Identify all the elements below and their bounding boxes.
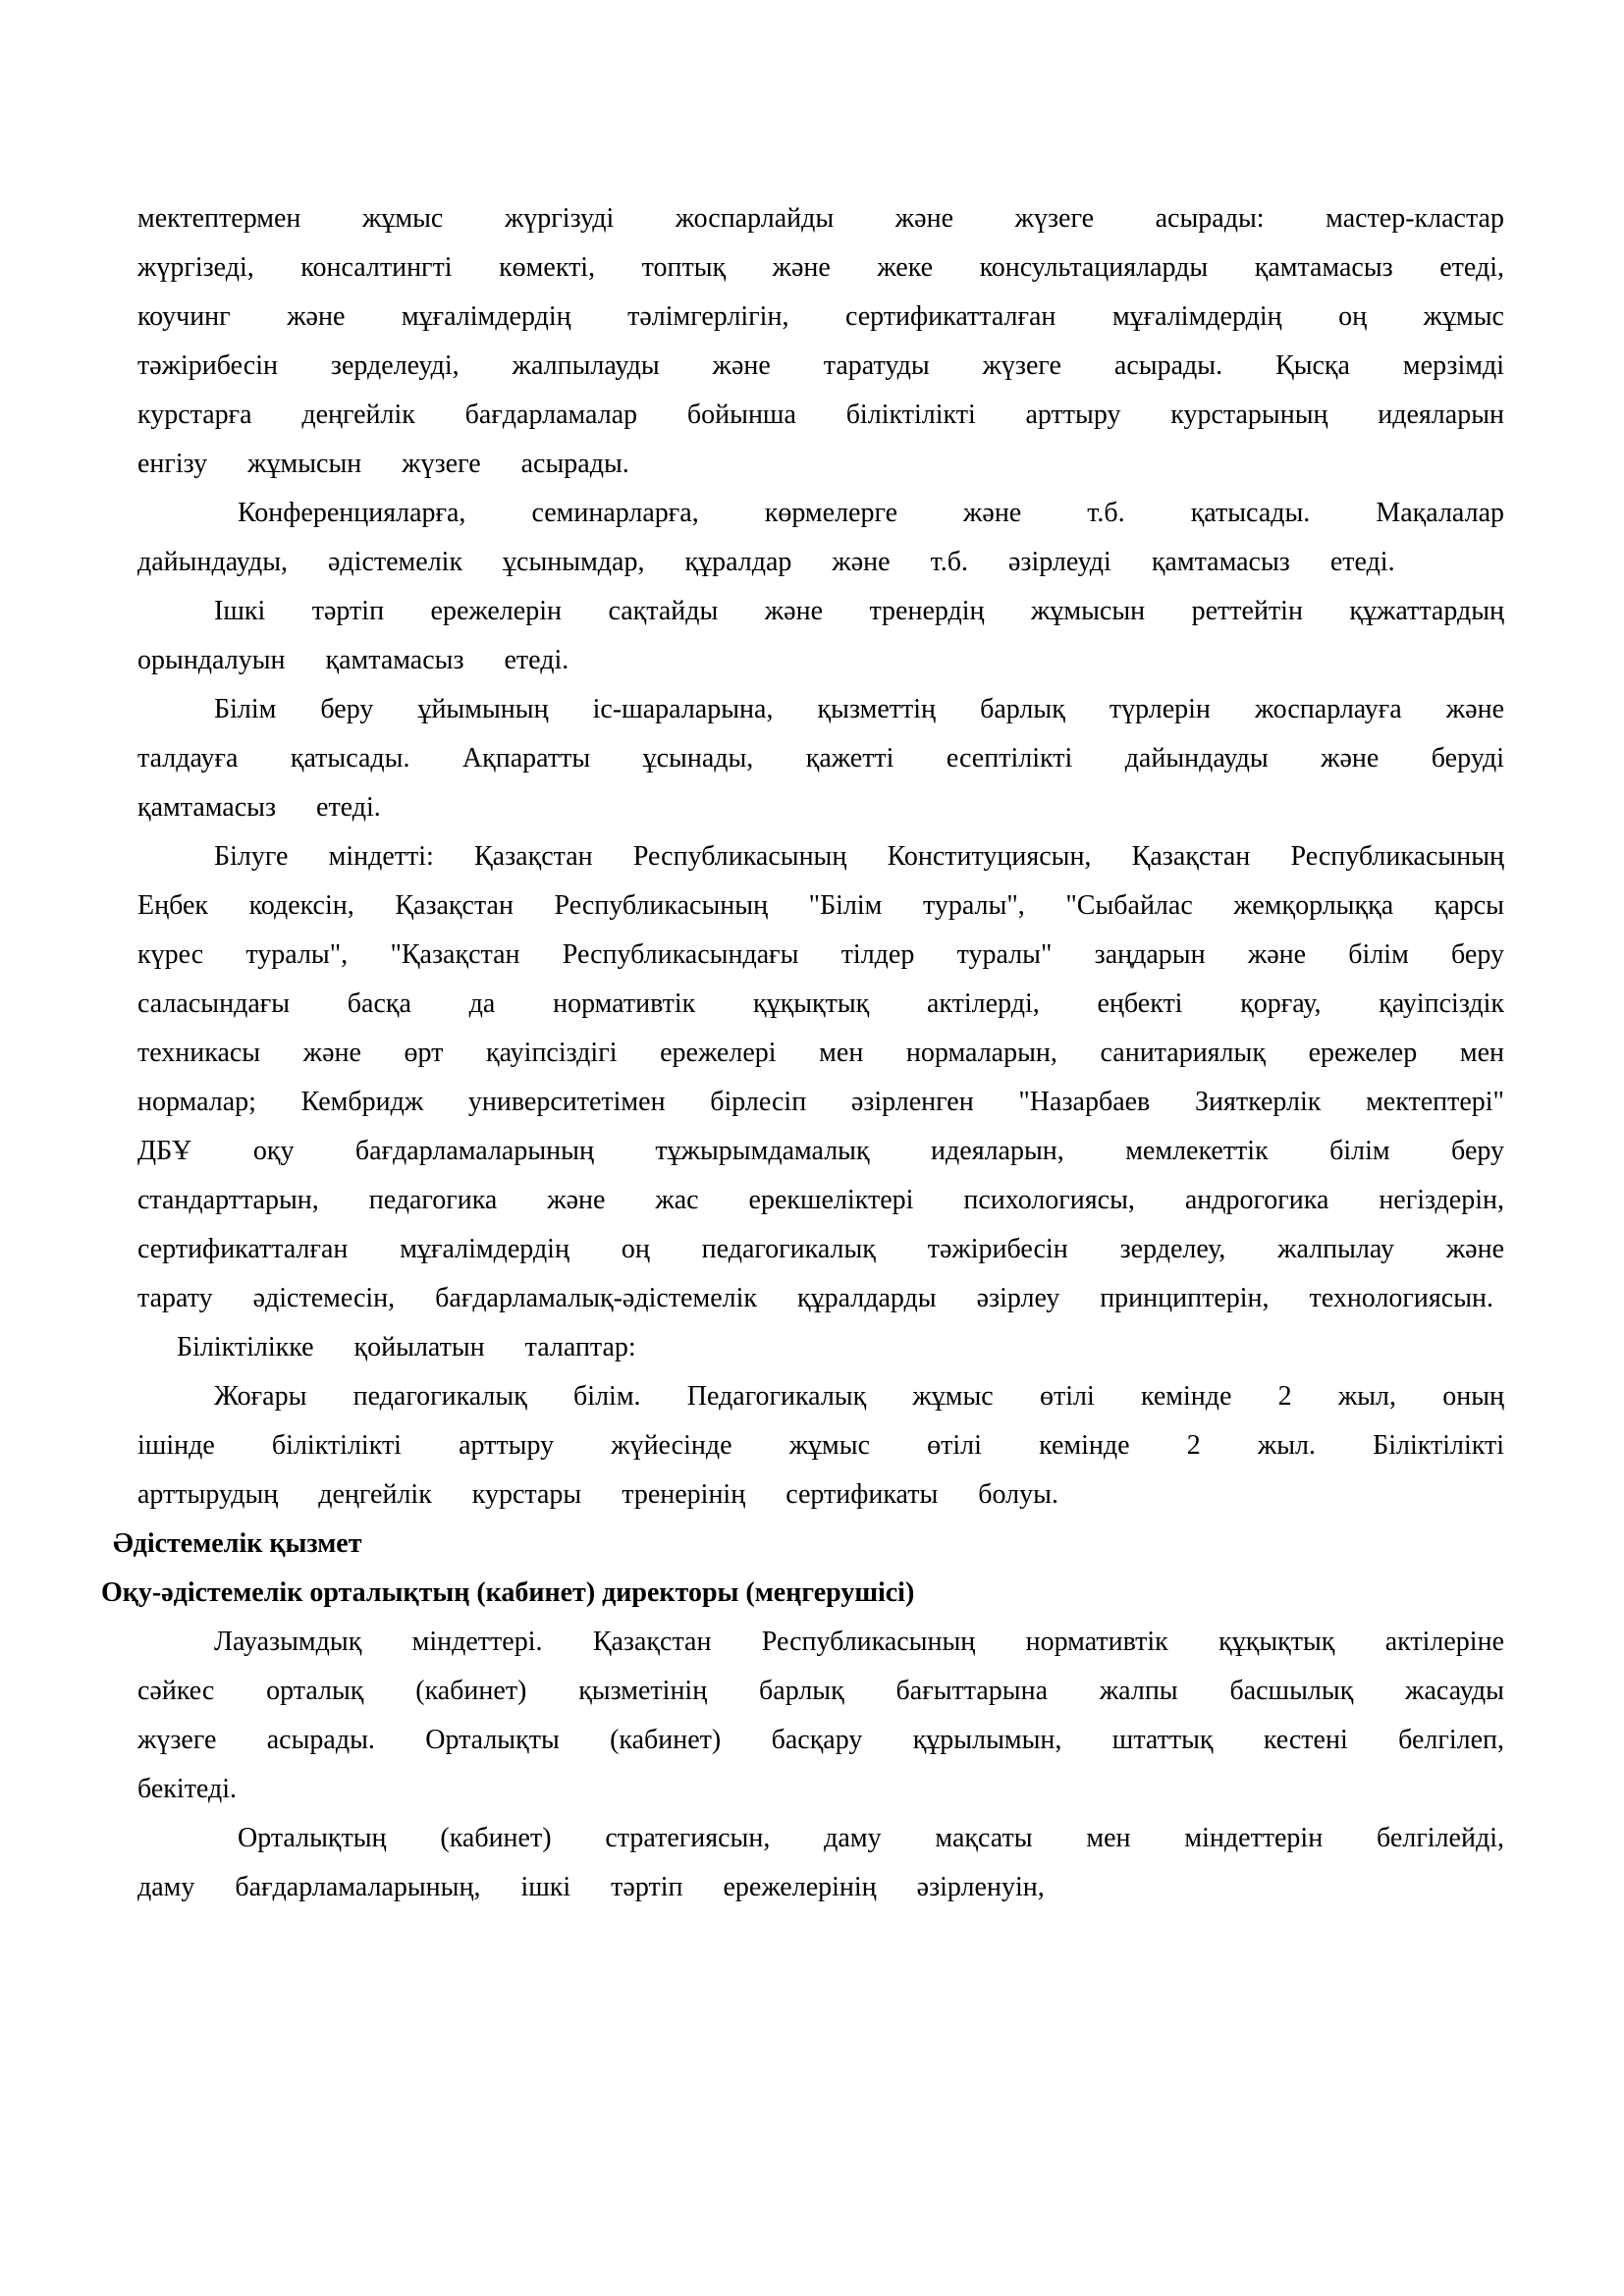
- paragraph-must-know: Білуге міндетті: Қазақстан Республикасының Конституциясын, Қазақстан Республикасының Еңбек кодексін, Қазақстан Республикасының "Білім туралы", "Сыбайлас жемқорлыққа қарсы күрес туралы", "Қазақстан Республикасындағы тілдер туралы" заңдарын және білім беру саласындағы басқа да нормативтік құқықтық актілерді, еңбекті қорғау, қауіпсіздік техникасы және өрт қауіпсіздігі ережелері мен нормаларын, санитариялық ережелер мен нормалар; Кембридж университетімен бірлесіп әзірленген "Назарбаев Зияткерлік мектептері" ДБҰ оқу бағдарламаларының тұжырымдамалық идеяларын, мемлекеттік білім беру стандарттарын, педагогика және жас ерекшеліктері психологиясы, андрогогика негіздерін, сертификатталған мұғалімдердің оң педагогикалық тәжірибесін зерделеу, жалпылау және тарату әдістемесін, бағдарламалық-әдістемелік құралдарды әзірлеу принциптерін, технологиясын.: [137, 841, 1504, 1313]
- paragraph-center-strategy: Орталықтың (кабинет) стратегиясын, даму мақсаты мен міндеттерін белгілейді, даму бағдарламаларының, ішкі тәртіп ережелерінің әзірленуін,: [137, 1823, 1504, 1902]
- paragraph-director-duties: Лауазымдық міндеттері. Қазақстан Республикасының нормативтік құқықтық актілеріне сәйкес орталық (кабинет) қызметінің барлық бағыттарына жалпы басшылық жасауды жүзеге асырады. Орталықты (кабинет) басқару құрылымын, штаттық кестені белгілеп, бекітеді.: [137, 1627, 1504, 1804]
- paragraph-continued-duties: мектептермен жұмыс жүргізуді жоспарлайды және жүзеге асырады: мастер-кластар жүргізеді, консалтингті көмекті, топтық және жеке консультацияларды қамтамасыз етеді, коучинг және мұғалімдердің тәлімгерлігін, сертификатталған мұғалімдердің оң жұмыс тәжірибесін зерделеуді, жалпылауды және таратуды жүзеге асырады. Қысқа мерзімді курстарға деңгейлік бағдарламалар бойынша біліктілікті арттыру курстарының идеяларын енгізу жұмысын жүзеге асырады.: [137, 203, 1504, 479]
- section-heading-methodical-service: Әдістемелік қызмет: [113, 1528, 362, 1559]
- paragraph-qualification-requirements-title: Біліктілікке қойылатын талаптар:: [177, 1332, 636, 1362]
- paragraph-org-activities: Білім беру ұйымының іс-шараларына, қызметтің барлық түрлерін жоспарлауға және талдауға қатысады. Ақпаратты ұсынады, қажетті есептілікті дайындауды және беруді қамтамасыз етеді.: [137, 694, 1504, 823]
- section-heading-center-director: Оқу-әдістемелік орталықтың (кабинет) директоры (меңгерушісі): [101, 1577, 915, 1608]
- paragraph-internal-rules: Ішкі тәртіп ережелерін сақтайды және тренердің жұмысын реттейтін құжаттардың орындалуын қамтамасыз етеді.: [137, 596, 1504, 675]
- paragraph-qualification-requirements: Жоғары педагогикалық білім. Педагогикалық жұмыс өтілі кемінде 2 жыл, оның ішінде біліктілікті арттыру жүйесінде жұмыс өтілі кемінде 2 жыл. Біліктілікті арттырудың деңгейлік курстары тренерінің сертификаты болуы.: [137, 1381, 1504, 1510]
- paragraph-conferences: Конференцияларға, семинарларға, көрмелерге және т.б. қатысады. Мақалалар дайындауды, әдістемелік ұсынымдар, құралдар және т.б. әзірлеуді қамтамасыз етеді.: [137, 498, 1504, 577]
